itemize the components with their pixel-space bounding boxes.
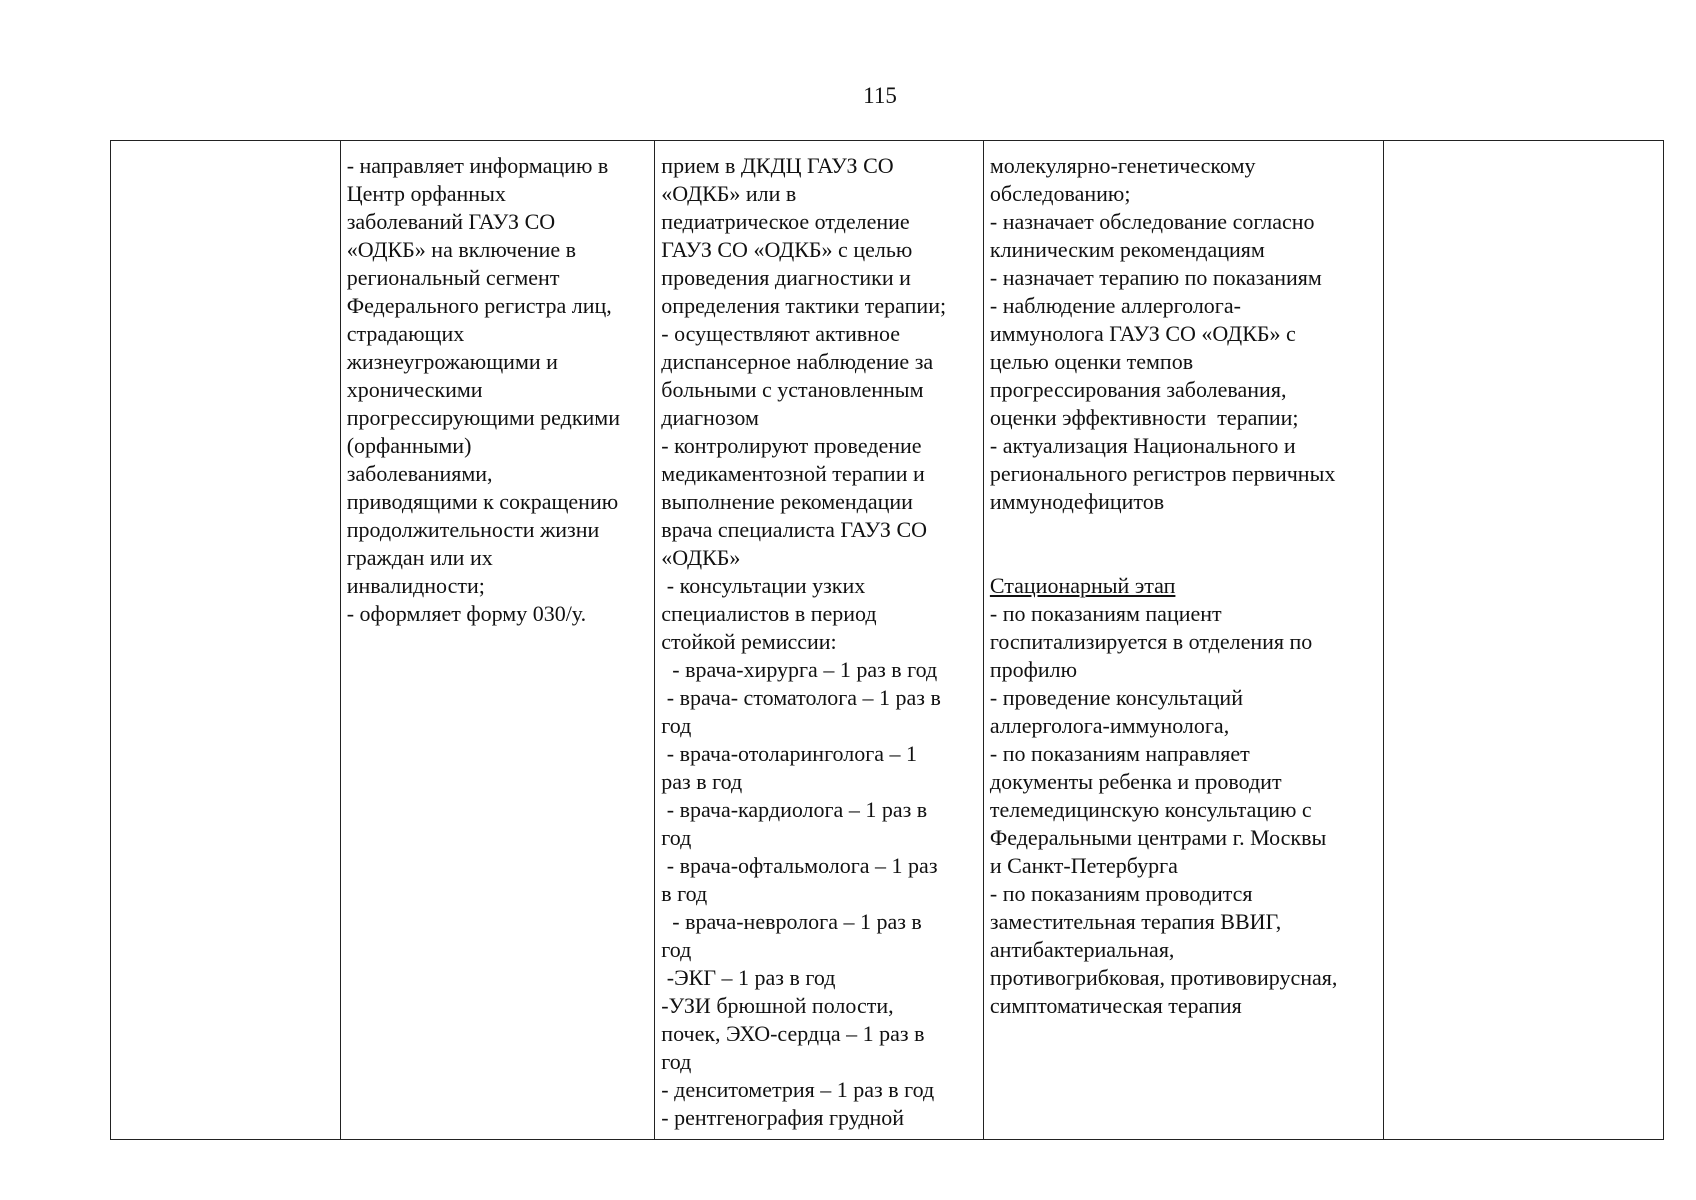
text-line: специалистов в период	[661, 601, 877, 626]
text-line: иммунодефицитов	[989, 489, 1165, 514]
text-line: регионального регистров первичных	[989, 461, 1336, 486]
table-cell-col4	[984, 141, 1384, 1139]
text-line: - по показаниям проводится	[989, 881, 1253, 906]
text-line: Федерального регистра лиц,	[346, 293, 612, 318]
text-line: диагнозом	[661, 405, 759, 430]
text-line: Центр орфанных	[346, 181, 506, 206]
text-line: граждан или их	[346, 545, 493, 570]
text-line: антибактериальная,	[989, 937, 1175, 962]
text-line: - консультации узких	[661, 573, 866, 598]
text-line: ГАУЗ СО «ОДКБ» с целью	[661, 237, 913, 262]
text-line: Федеральными центрами г. Москвы	[989, 825, 1327, 850]
text-line: прием в ДКДЦ ГАУЗ СО	[661, 153, 894, 178]
text-line: - оформляет форму 030/у.	[346, 601, 587, 626]
text-line: выполнение рекомендации	[661, 489, 913, 514]
text-line: - врача-офтальмолога – 1 раз	[661, 853, 938, 878]
text-line: - назначает терапию по показаниям	[989, 265, 1322, 290]
text-line: год	[661, 713, 692, 738]
text-line: «ОДКБ»	[661, 545, 741, 570]
page-number: 115	[863, 83, 897, 108]
text-line: заболеваний ГАУЗ СО	[346, 209, 556, 234]
table-cell-col5	[1384, 141, 1663, 1139]
section-heading-inpatient: Стационарный этап	[989, 573, 1176, 598]
text-line: год	[661, 937, 692, 962]
text-line: врача специалиста ГАУЗ СО	[661, 517, 928, 542]
text-line: (орфанными)	[346, 433, 472, 458]
text-line: - наблюдение аллерголога-	[989, 293, 1241, 318]
col4-spacer	[990, 516, 1377, 572]
text-line: обследованию;	[989, 181, 1131, 206]
text-line: страдающих	[346, 321, 465, 346]
table-cell-col2	[341, 141, 656, 1139]
text-line: - денситометрия – 1 раз в год	[661, 1077, 935, 1102]
text-line: определения тактики терапии;	[661, 293, 947, 318]
text-line: - по показаниям пациент	[989, 601, 1222, 626]
text-line: приводящими к сокращению	[346, 489, 619, 514]
text-line: -УЗИ брюшной полости,	[661, 993, 894, 1018]
text-line: - врача- стоматолога – 1 раз в	[661, 685, 941, 710]
text-line: и Санкт-Петербурга	[989, 853, 1178, 878]
col4-bottom-block	[990, 600, 1377, 1020]
text-line: профилю	[989, 657, 1078, 682]
text-line: молекулярно-генетическому	[989, 153, 1256, 178]
text-line: проведения диагностики и	[661, 265, 911, 290]
text-line: прогрессирования заболевания,	[989, 377, 1287, 402]
table-cell-col3	[655, 141, 984, 1139]
text-line: - проведение консультаций	[989, 685, 1243, 710]
text-line: - по показаниям направляет	[989, 741, 1250, 766]
table-cell-col1	[111, 141, 341, 1139]
text-line: раз в год	[661, 769, 743, 794]
text-line: больными с установленным	[661, 377, 924, 402]
text-line: - врача-отоларинголога – 1	[661, 741, 918, 766]
text-line: почек, ЭХО-сердца – 1 раз в	[661, 1021, 925, 1046]
text-line: документы ребенка и проводит	[989, 769, 1282, 794]
text-line: клиническим рекомендациям	[989, 237, 1265, 262]
text-line: «ОДКБ» или в	[661, 181, 797, 206]
text-line: противогрибковая, противовирусная,	[989, 965, 1338, 990]
text-line: симптоматическая терапия	[989, 993, 1242, 1018]
text-line: инвалидности;	[346, 573, 485, 598]
text-line: стойкой ремиссии:	[661, 629, 837, 654]
text-line: телемедицинскую консультацию с	[989, 797, 1312, 822]
text-line: диспансерное наблюдение за	[661, 349, 934, 374]
text-line: - врача-невролога – 1 раз в	[661, 909, 922, 934]
text-line: заместительная терапия ВВИГ,	[989, 909, 1282, 934]
text-line: «ОДКБ» на включение в	[346, 237, 577, 262]
text-line: - актуализация Национального и	[989, 433, 1296, 458]
text-line: хроническими	[346, 377, 483, 402]
text-line: - направляет информацию в	[346, 153, 609, 178]
text-line: год	[661, 1049, 692, 1074]
document-table	[110, 140, 1664, 1140]
text-line: в год	[661, 881, 708, 906]
text-line: госпитализируется в отделения по	[989, 629, 1313, 654]
text-line: медикаментозной терапии и	[661, 461, 925, 486]
text-line: иммунолога ГАУЗ СО «ОДКБ» с	[989, 321, 1296, 346]
text-line: - рентгенография грудной	[661, 1105, 905, 1130]
text-line: - врача-кардиолога – 1 раз в	[661, 797, 928, 822]
text-line: региональный сегмент	[346, 265, 560, 290]
text-line: целью оценки темпов	[989, 349, 1194, 374]
text-line: аллерголога-иммунолога,	[989, 713, 1230, 738]
text-line: педиатрическое отделение	[661, 209, 910, 234]
text-line: оценки эффективности терапии;	[989, 405, 1299, 430]
text-line: - врача-хирурга – 1 раз в год	[661, 657, 938, 682]
text-line: прогрессирующими редкими	[346, 405, 620, 430]
text-line: продолжительности жизни	[346, 517, 600, 542]
text-line: год	[661, 825, 692, 850]
text-line: жизнеугрожающими и	[346, 349, 558, 374]
text-line: - осуществляют активное	[661, 321, 900, 346]
text-line: заболеваниями,	[346, 461, 493, 486]
text-line: - контролируют проведение	[661, 433, 922, 458]
text-line: - назначает обследование согласно	[989, 209, 1315, 234]
col4-top-block	[990, 152, 1377, 516]
text-line: -ЭКГ – 1 раз в год	[661, 965, 836, 990]
